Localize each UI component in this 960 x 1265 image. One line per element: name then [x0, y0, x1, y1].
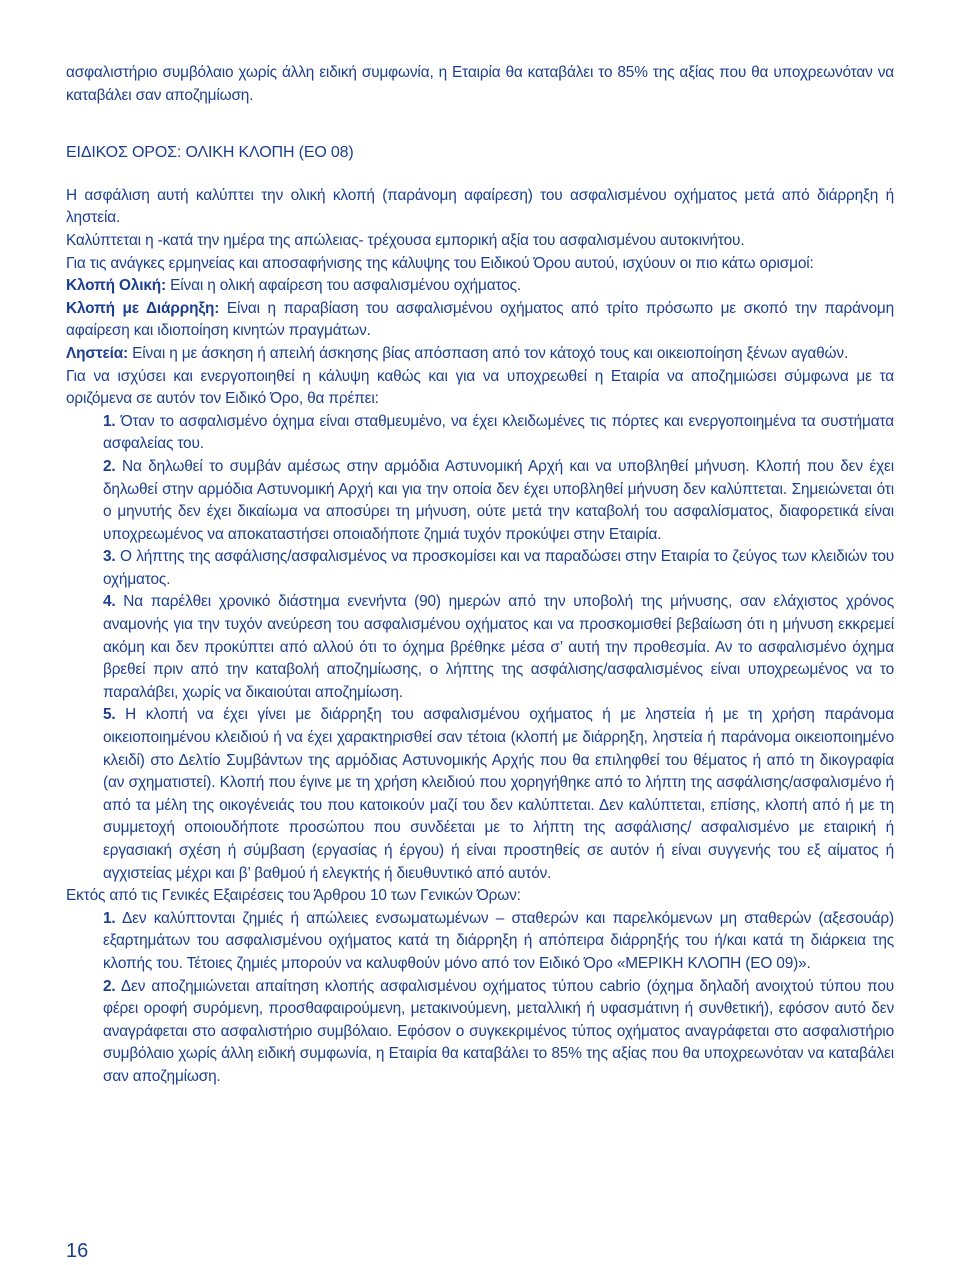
- document-body: [66, 62, 894, 1089]
- definition-term: Κλοπή με Διάρρηξη:: [66, 299, 220, 317]
- condition-number: 2.: [103, 457, 116, 475]
- condition-text: Ο λήπτης της ασφάλισης/ασφαλισμένος να προσκομίσει και να παραδώσει στην Εταιρία το ζεύγος των κλειδιών του οχήματος.: [103, 548, 894, 588]
- definitions-intro: Για τις ανάγκες ερμηνείας και αποσαφήνισης της κάλυψης του Ειδικού Όρου αυτού, ισχύουν οι πιο κάτω ορισμοί:: [66, 254, 814, 272]
- definition-item: [66, 298, 894, 343]
- exclusions-intro: Εκτός από τις Γενικές Εξαιρέσεις του Άρθρου 10 των Γενικών Όρων:: [66, 887, 521, 905]
- condition-text: Να παρέλθει χρονικό διάστημα ενενήντα (90) ημερών από την υποβολή της μήνυσης, σαν ελάχιστος χρόνος αναμονής για την τυχόν ανεύρεση του ασφαλισμένου οχήματος και να προσκομισθεί βεβαίωση ότι η μήνυση εκκρεμεί ακόμη και δεν προκύπτει από αλλού ότι το όχημα βρέθηκε μέσα σ’ αυτή την προθεσμία. Αν το ασφαλισμένο όχημα βρεθεί πριν από την καταβολή αποζημίωσης, ο λήπτης της ασφάλισης/ασφαλισμένος είναι υποχρεωμένος να το παραλάβει, χωρίς να δικαιούται αποζημίωση.: [103, 593, 894, 701]
- exclusion-item: [66, 976, 894, 1089]
- definition-term: Ληστεία:: [66, 344, 129, 362]
- condition-number: 3.: [103, 548, 116, 566]
- page-number: 16: [66, 1240, 89, 1262]
- definition-text: Είναι η παραβίαση του ασφαλισμένου οχήματος από τρίτο πρόσωπο με σκοπό την παράνομη αφαίρεση και ιδιοποίηση κινητών πραγμάτων.: [66, 299, 894, 340]
- definition-item: [66, 343, 894, 366]
- definition-term: Κλοπή Ολική:: [66, 277, 167, 295]
- definition-text: Είναι η ολική αφαίρεση του ασφαλισμένου οχήματος.: [166, 277, 522, 295]
- covered-value-paragraph: Καλύπτεται η -κατά την ημέρα της απώλειας- τρέχουσα εμπορική αξία του ασφαλισμένου αυτοκινήτου.: [66, 231, 745, 249]
- condition-item: [66, 546, 894, 591]
- exclusion-number: 2.: [103, 977, 116, 995]
- intro-paragraph: ασφαλιστήριο συμβόλαιο χωρίς άλλη ειδική συμφωνία, η Εταιρία θα καταβάλει το 85% της αξίας που θα υποχρεωνόταν να καταβάλει σαν αποζημίωση.: [66, 64, 894, 104]
- exclusion-text: Δεν καλύπτονται ζημιές ή απώλειες ενσωματωμένων – σταθερών και παρελκόμενων μη σταθερών (αξεσουάρ) εξαρτημάτων του ασφαλισμένου οχήματος κατά τη διάρρηξη ή απόπειρα διάρρηξής του ή/και κατά τη διάρκεια της κλοπής του. Τέτοιες ζημιές μπορούν να καλυφθούν μόνο από τον Ειδικό Όρο «ΜΕΡΙΚΗ ΚΛΟΠΗ (ΕΟ 09)».: [103, 909, 894, 972]
- condition-item: [66, 591, 894, 704]
- exclusion-item: [66, 908, 894, 976]
- definition-item: [66, 275, 894, 298]
- condition-text: Η κλοπή να έχει γίνει με διάρρηξη του ασφαλισμένου οχήματος ή με ληστεία ή με τη χρήση παράνομα οικειοποιημένου κλειδιού ή να έχει χαρακτηρισθεί σαν τέτοια (κλοπή με διάρρηξη, ληστεία ή παράνομα οικειοποιημένο κλειδί) στο Δελτίο Συμβάντων της αρμόδιας Αστυνομικής Αρχής που θα επιληφθεί του θέματος ή από τη δικογραφία (αν σχηματιστεί). Κλοπή που έγινε με τη χρήση κλειδιού που χορηγήθηκε από το λήπτη της ασφάλισης/ασφαλισμένο ή από τα μέλη της οικογένειάς του που κατοικούν μαζί του δεν καλύπτεται. Δεν καλύπτεται, επίσης, κλοπή από ή με τη συμμετοχή οποιουδήποτε προσώπου που συνδέεται με το λήπτη της ασφάλισης/ ασφαλισμένο με εταιρική ή εργασιακή σχέση ή σύμβαση (εργασίας ή έργου) ή είναι προστηθείς σε αυτόν ή είναι συγγενής του εξ αίματος ή αγχιστείας μέχρι και β’ βαθμού ή ελεγκτής ή διευθυντικό από αυτόν.: [103, 706, 894, 882]
- condition-number: 1.: [103, 412, 116, 430]
- condition-item: [66, 411, 894, 456]
- condition-number: 4.: [103, 593, 116, 611]
- condition-text: Να δηλωθεί το συμβάν αμέσως στην αρμόδια Αστυνομική Αρχή και να υποβληθεί μήνυση. Κλοπή που δεν έχει δηλωθεί στην αρμόδια Αστυνομική Αρχή και για την οποία δεν έχει υποβληθεί μήνυση δεν καλύπτεται. Σημειώνεται ότι ο μηνυτής δεν έχει δικαίωμα να αποσύρει τη μήνυση, ούτε μετά την καταβολή του ασφαλίσματος, διαφορετικά είναι υποχρεωμένος να αποκαταστήσει οποιαδήποτε ζημιά τυχόν προκύψει στην Εταιρία.: [103, 457, 894, 543]
- definition-text: Είναι η με άσκηση ή απειλή άσκησης βίας απόσπαση από τον κάτοχό τους και οικειοποίηση ξένων αγαθών.: [128, 344, 849, 362]
- coverage-paragraph: Η ασφάλιση αυτή καλύπτει την ολική κλοπή (παράνομη αφαίρεση) του ασφαλισμένου οχήματος μετά από διάρρηξη ή ληστεία.: [66, 186, 894, 227]
- section-heading: ΕΙΔΙΚΟΣ ΟΡΟΣ: ΟΛΙΚΗ ΚΛΟΠΗ (ΕΟ 08): [66, 144, 354, 162]
- conditions-intro: Για να ισχύσει και ενεργοποιηθεί η κάλυψη καθώς και για να υποχρεωθεί η Εταιρία να αποζημιώσει σύμφωνα με τα οριζόμενα σε αυτόν τον Ειδικό Όρο, θα πρέπει:: [66, 367, 894, 408]
- condition-text: Όταν το ασφαλισμένο όχημα είναι σταθμευμένο, να έχει κλειδωμένες τις πόρτες και ενεργοποιημένα τα συστήματα ασφαλείας του.: [103, 412, 894, 453]
- condition-item: [66, 456, 894, 546]
- exclusion-number: 1.: [103, 909, 116, 927]
- condition-number: 5.: [103, 706, 116, 724]
- condition-item: [66, 704, 894, 885]
- exclusion-text: Δεν αποζημιώνεται απαίτηση κλοπής ασφαλισμένου οχήματος τύπου cabrio (όχημα δηλαδή ανοιχτού τύπου που φέρει οροφή συρόμενη, προσθαφαιρούμενη, μετακινούμενη, μεταλλική ή υφασμάτινη ή συνθετική), εφόσον αυτό δεν αναγράφεται στο ασφαλιστήριο συμβόλαιο. Εφόσον ο συγκεκριμένος τύπος οχήματος αναγράφεται στο ασφαλιστήριο συμβόλαιο χωρίς άλλη ειδική συμφωνία, η Εταιρία θα καταβάλει το 85% της αξίας που θα υποχρεωνόταν να καταβάλει σαν αποζημίωση.: [103, 977, 894, 1085]
